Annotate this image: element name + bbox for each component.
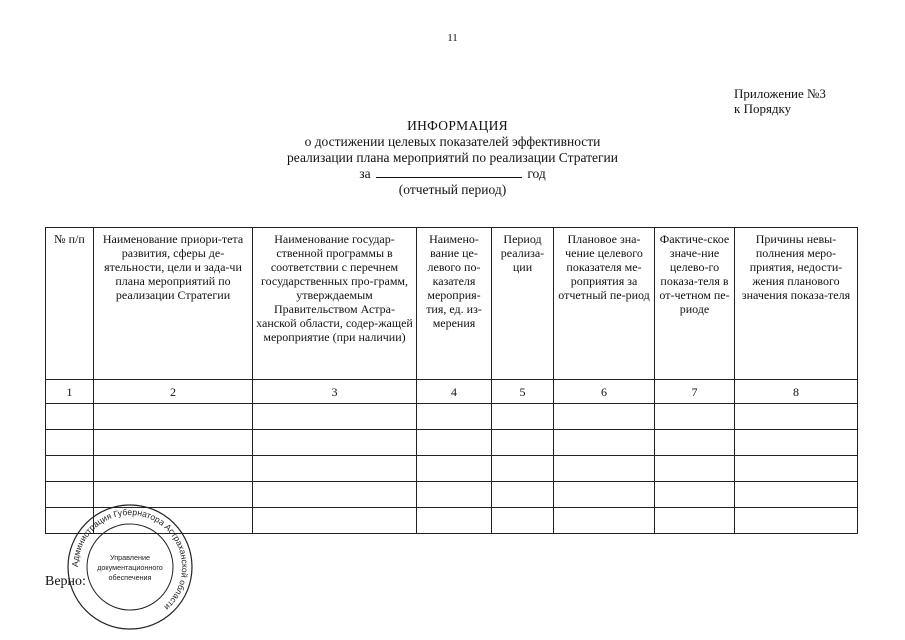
official-stamp	[66, 503, 194, 631]
table-cell	[46, 404, 94, 430]
period-hint: (отчетный период)	[398, 182, 507, 197]
table-cell	[417, 456, 492, 482]
header-cell: Фактиче-ское значе-ние целево-го показа-теля в от-четном пе-риоде	[655, 228, 735, 380]
stamp-inner-line-1: Управление	[110, 553, 150, 562]
table-cell	[94, 456, 253, 482]
header-cell: Плановое зна-чение целевого показателя ме-роприятия за отчетный пе-риод	[554, 228, 655, 380]
table-cell	[492, 482, 554, 508]
table-cell	[735, 430, 858, 456]
table-cell	[492, 430, 554, 456]
table-cell	[417, 482, 492, 508]
period-blank-line	[376, 167, 522, 178]
table-cell	[94, 430, 253, 456]
column-number: 7	[655, 380, 735, 404]
table-cell	[735, 404, 858, 430]
table-cell	[492, 508, 554, 534]
header-cell: Причины невы-полнения меро-приятия, недости-жения планового значения показа-теля	[735, 228, 858, 380]
table-cell	[735, 456, 858, 482]
table-cell	[417, 404, 492, 430]
column-number: 5	[492, 380, 554, 404]
period-god: год	[527, 166, 546, 181]
column-number: 4	[417, 380, 492, 404]
table-cell	[46, 456, 94, 482]
page-number: 11	[447, 32, 458, 44]
report-table	[45, 227, 858, 534]
table-cell	[253, 482, 417, 508]
column-number: 6	[554, 380, 655, 404]
table-cell	[253, 404, 417, 430]
header-cell: Наимено-вание це-левого по-казателя мероприя-тия, ед. из-мерения	[417, 228, 492, 380]
table-cell	[417, 430, 492, 456]
stamp-inner-line-2: документационного	[97, 563, 163, 572]
column-number: 8	[735, 380, 858, 404]
table-cell	[253, 508, 417, 534]
document-heading	[0, 118, 905, 198]
appendix-line-1: Приложение №3	[734, 86, 826, 101]
table-row	[46, 456, 858, 482]
table-cell	[253, 430, 417, 456]
column-number: 1	[46, 380, 94, 404]
table-cell	[492, 456, 554, 482]
table-cell	[655, 482, 735, 508]
stamp-inner-line-3: обеспечения	[108, 573, 152, 582]
table-cell	[94, 404, 253, 430]
table-cell	[554, 404, 655, 430]
table-cell	[253, 456, 417, 482]
table-header-row	[46, 228, 858, 380]
period-line	[0, 166, 905, 182]
column-number: 2	[94, 380, 253, 404]
header-cell: Наименование приори-тета развития, сферы де-ятельности, цели и зада-чи плана мероприятий по реализации Стратегии	[94, 228, 253, 380]
stamp-ring-textpath: Администрация Губернатора Астраханской области	[69, 506, 191, 613]
appendix-label	[734, 86, 826, 116]
table-cell	[655, 404, 735, 430]
table-cell	[655, 456, 735, 482]
table-cell	[735, 508, 858, 534]
appendix-line-2: к Порядку	[734, 101, 792, 116]
table-cell	[417, 508, 492, 534]
heading-line-3: реализации плана мероприятий по реализации Стратегии	[287, 150, 618, 165]
table-cell	[554, 482, 655, 508]
table-cell	[655, 508, 735, 534]
heading-line-2: о достижении целевых показателей эффективности	[304, 134, 601, 149]
table-cell	[655, 430, 735, 456]
column-number-row	[46, 380, 858, 404]
verification-mark: Верно:	[45, 574, 86, 589]
table-cell	[554, 456, 655, 482]
period-za: за	[359, 166, 371, 181]
document-title: ИНФОРМАЦИЯ	[407, 118, 508, 133]
table-row	[46, 404, 858, 430]
table-cell	[554, 508, 655, 534]
header-cell: Период реализа-ции	[492, 228, 554, 380]
header-cell: Наименование государ-ственной программы в соответствии с перечнем государственных про-грамм, утверждаемым Правительством Астра-ханской области, содер-жащей мероприятие (при наличии)	[253, 228, 417, 380]
table-cell	[46, 430, 94, 456]
table-cell	[554, 430, 655, 456]
table-cell	[492, 404, 554, 430]
table-cell	[735, 482, 858, 508]
table-row	[46, 430, 858, 456]
header-cell: № п/п	[46, 228, 94, 380]
column-number: 3	[253, 380, 417, 404]
